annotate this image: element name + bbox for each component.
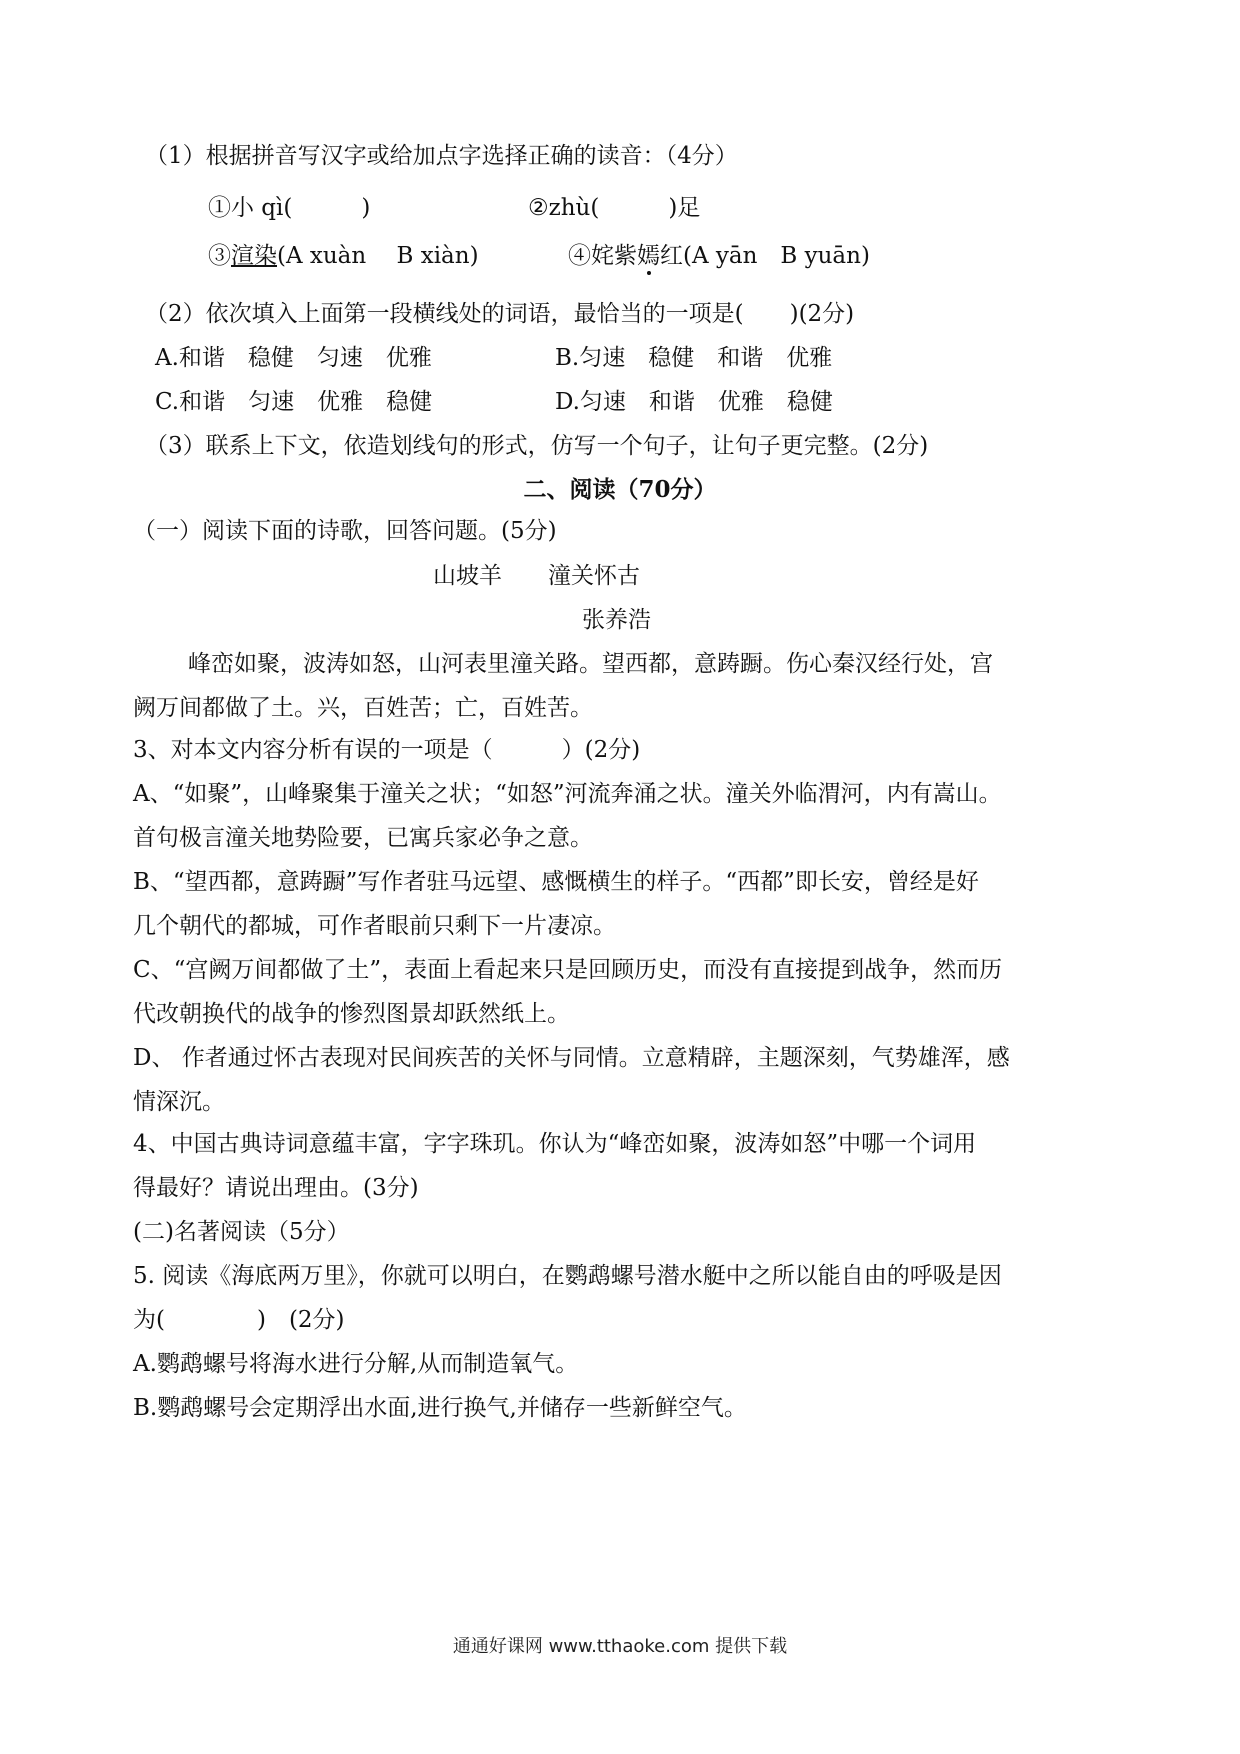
q3-option-a-line-1: A、“如聚”，山峰聚集于潼关之状；“如怒”河流奔涌之状。潼关外临渭河，内有嵩山。 (133, 781, 1002, 807)
question-2-option-d: D.匀速 和谐 优雅 稳健 (555, 389, 833, 415)
q3-option-b-line-1: B、“望西都，意踌蹰”写作者驻马远望、感慨横生的样子。“西都”即长安，曾经是好 (133, 869, 979, 895)
part-2-title: (二)名著阅读（5分） (133, 1219, 350, 1245)
q3-option-a-line-2: 首句极言潼关地势险要，已寓兵家必争之意。 (133, 825, 593, 851)
question-3-reading: 3、对本文内容分析有误的一项是（ ）(2分) (133, 737, 641, 763)
question-5-option-b: B.鹦鹉螺号会定期浮出水面,进行换气,并储存一些新鲜空气。 (133, 1395, 747, 1421)
question-5-option-a: A.鹦鹉螺号将海水进行分解,从而制造氧气。 (133, 1351, 579, 1377)
question-1-item-4 (568, 240, 870, 272)
question-4-line-1: 4、中国古典诗词意蕴丰富，字字珠玑。你认为“峰峦如聚，波涛如怒”中哪一个词用 (133, 1131, 977, 1157)
poem-title: 山坡羊 潼关怀古 (433, 563, 640, 589)
question-2-option-b: B.匀速 稳健 和谐 优雅 (555, 345, 833, 371)
item-4-dotted-char: 嫣 (637, 243, 660, 269)
item-4-prefix: ④姹紫 (568, 243, 637, 269)
question-1-prompt: （1）根据拼音写汉字或给加点字选择正确的读音：（4分） (145, 143, 738, 169)
poem-author: 张养浩 (582, 607, 651, 633)
question-2-option-c: C.和谐 匀速 优雅 稳健 (155, 389, 433, 415)
q3-option-c-line-1: C、“宫阙万间都做了土”，表面上看起来只是回顾历史，而没有直接提到战争，然而历 (133, 957, 1003, 983)
question-1-item-3 (208, 240, 479, 272)
question-3-prompt: （3）联系上下文，依造划线句的形式，仿写一个句子，让句子更完整。(2分) (145, 433, 929, 459)
q3-option-c-line-2: 代改朝换代的战争的惨烈图景却跃然纸上。 (133, 1001, 570, 1027)
item-3-number: ③ (208, 243, 231, 269)
question-1-item-1: ①小 qì( ) (208, 195, 371, 221)
item-3-underlined-word: 渲染 (231, 243, 277, 269)
item-4-options: 红(A yān B yuān) (660, 243, 870, 269)
question-4-line-2: 得最好？请说出理由。(3分) (133, 1175, 419, 1201)
q3-option-d-line-1: D、 作者通过怀古表现对民间疾苦的关怀与同情。立意精辟，主题深刻，气势雄浑，感 (133, 1045, 1010, 1071)
part-1-title: （一）阅读下面的诗歌，回答问题。(5分) (133, 518, 557, 544)
item-3-options: (A xuàn B xiàn) (277, 243, 479, 269)
section-heading-reading: 二、阅读（70分） (523, 476, 717, 503)
page-footer: 通通好课网 www.tthaoke.com 提供下载 (452, 1636, 788, 1657)
poem-line-1: 峰峦如聚，波涛如怒，山河表里潼关路。望西都，意踌蹰。伤心秦汉经行处，宫 (188, 651, 993, 677)
question-2-option-a: A.和谐 稳健 匀速 优雅 (155, 345, 432, 371)
question-2-prompt: （2）依次填入上面第一段横线处的词语，最恰当的一项是( )(2分) (145, 301, 855, 327)
question-5-line-2: 为( ) (2分) (133, 1307, 345, 1333)
q3-option-d-line-2: 情深沉。 (133, 1089, 225, 1115)
question-5-line-1: 5. 阅读《海底两万里》，你就可以明白，在鹦鹉螺号潜水艇中之所以能自由的呼吸是因 (133, 1263, 1002, 1289)
question-1-item-2: ②zhù( )足 (528, 195, 701, 221)
q3-option-b-line-2: 几个朝代的都城，可作者眼前只剩下一片凄凉。 (133, 913, 616, 939)
poem-line-2: 阙万间都做了土。兴，百姓苦；亡，百姓苦。 (133, 695, 593, 721)
